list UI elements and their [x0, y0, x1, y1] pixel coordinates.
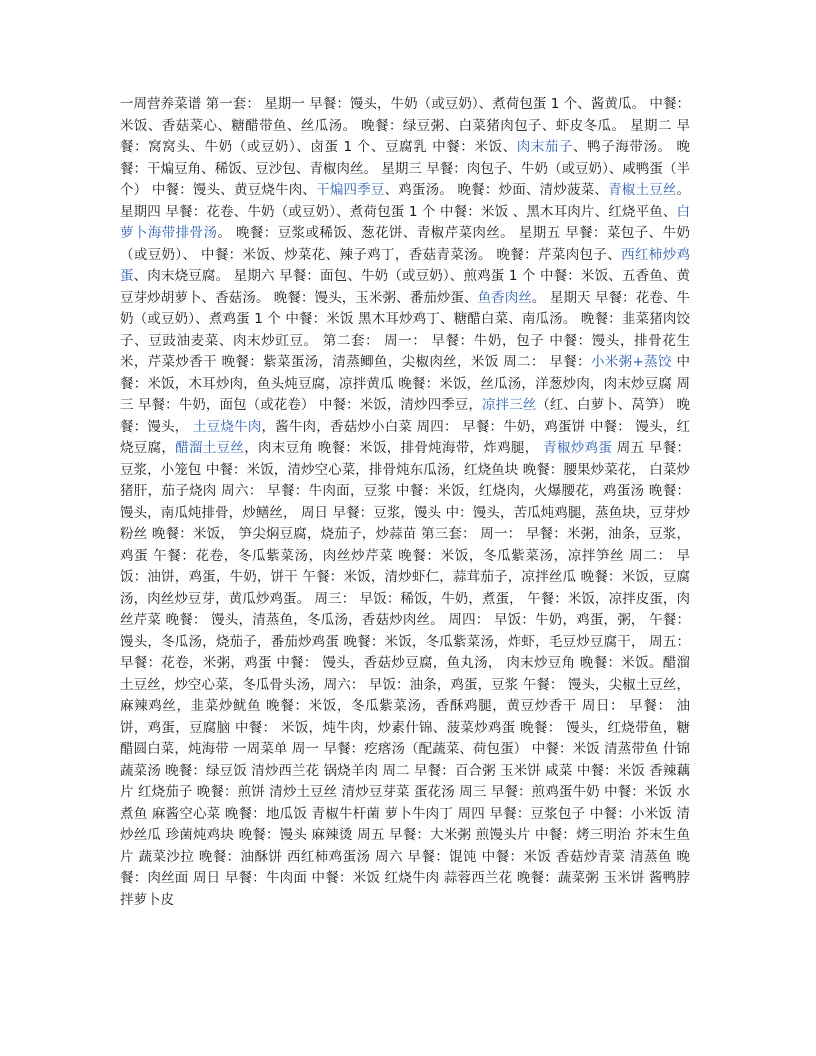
dish-link[interactable]: 肉末茄子 [516, 139, 574, 155]
dish-link[interactable]: 土豆烧牛肉 [192, 418, 262, 435]
dish-link[interactable]: 鱼香肉丝 [477, 289, 532, 306]
menu-paragraph [120, 94, 690, 911]
text-run: ，酱牛肉，香菇炒小白菜 周四： 早餐：牛奶，鸡蛋饼 中餐： 馒头，红烧豆腐， [120, 418, 691, 456]
text-run: 、鸡蛋汤。 晚餐：炒面、清炒菠菜、 [384, 182, 609, 198]
text-run: 一周营养菜谱 第一套： 星期一 早餐：馒头，牛奶（或豆奶）、煮荷包蛋 1 个、酱黄瓜。 中餐：米饭、香菇菜心、糖醋带鱼、丝瓜汤。 晚餐：绿豆粥、白菜猪肉包子、虾皮冬瓜。 星期二 早餐：窝窝头、牛奶（或豆奶）、卤蛋 1 个、豆腐乳 中餐：米饭、 [120, 96, 690, 155]
dish-link[interactable]: 青椒土豆丝 [608, 182, 677, 198]
dish-link[interactable]: 西红柿炒鸡蛋 [120, 246, 690, 284]
text-run: 、肉末烧豆腐。 星期六 早餐：面包、牛奶（或豆奶）、煎鸡蛋 1 个 中餐：米饭、五香鱼、黄豆芽炒胡萝卜、香菇汤。 晚餐：馒头，玉米粥、番茄炒蛋、 [120, 268, 691, 306]
dish-link[interactable]: 青椒炒鸡蛋 [543, 440, 613, 456]
dish-link[interactable]: 凉拌三丝 [481, 397, 537, 413]
text-run: 。 星期四 早餐：花卷、牛奶（或豆奶）、煮荷包蛋 1 个 中餐：米饭 、黑木耳肉片、红烧平鱼、 [120, 182, 691, 220]
text-run: ，肉末豆角 晚餐：米饭，排骨炖海带，炸鸡腿， [244, 440, 544, 456]
text-run: 。 晚餐：豆浆或稀饭、葱花饼、青椒芹菜肉丝。 星期五 早餐：菜包子、牛奶（或豆奶）、 中餐：米饭、炒菜花、辣子鸡丁，香菇青菜汤。 晚餐：芹菜肉包子、 [120, 225, 691, 263]
text-run: 中餐：米饭，木耳炒肉，鱼头炖豆腐，凉拌黄瓜 晚餐：米饭，丝瓜汤，洋葱炒肉，肉末炒豆腐 周三 早餐：牛奶，面包（或花卷） 中餐：米饭，清炒四季豆， [120, 354, 691, 413]
document-page [120, 94, 690, 911]
dish-link[interactable]: 小米粥+蒸饺 [590, 354, 672, 370]
dish-link[interactable]: 醋溜土豆丝 [175, 440, 245, 456]
dish-link[interactable]: 白萝卜海带排骨汤 [120, 203, 690, 241]
text-run: 、鸭子海带汤。 晚餐：干煸豆角、稀饭、豆沙包、青椒肉丝。 星期三 早餐：肉包子、牛奶（或豆奶）、咸鸭蛋（半个） 中餐：馒头、黄豆烧牛肉、 [120, 139, 691, 198]
text-run: 周五 早餐：豆浆，小笼包 中餐：米饭，清炒空心菜，排骨炖东瓜汤，红烧鱼块 晚餐：腰果炒菜花， 白菜炒猪肝，茄子烧肉 周六： 早餐：牛肉面，豆浆 中餐：米饭，红烧肉，火爆腰花，鸡蛋汤 晚餐：馒头，南瓜炖排骨，炒鳝丝， 周日 早餐：豆浆，馒头 中：馒头，苦瓜炖鸡腿，蒸鱼块，豆芽炒粉丝 晚餐：米饭， 笋尖焖豆腐，烧茄子，炒蒜苗 第三套： 周一： 早餐：米粥，油条，豆浆，鸡蛋 午餐：花卷，冬瓜紫菜汤，肉丝炒芹菜 晚餐：米饭，冬瓜紫菜汤，凉拌笋丝 周二： 早饭：油饼，鸡蛋，牛奶，饼干 午餐：米饭，清炒虾仁，蒜茸茄子，凉拌丝瓜 晚餐：米饭，豆腐汤，肉丝炒豆芽，黄瓜炒鸡蛋。 周三： 早饭：稀饭，牛奶，煮蛋， 午餐：米饭，凉拌皮蛋，肉丝芹菜 晚餐： 馒头，清蒸鱼，冬瓜汤，香菇炒肉丝。 周四： 早饭：牛奶，鸡蛋，粥， 午餐：馒头，冬瓜汤，烧茄子，番茄炒鸡蛋 晚餐：米饭，冬瓜紫菜汤，炸虾，毛豆炒豆腐干， 周五： 早餐：花卷，米粥，鸡蛋 中餐： 馒头，香菇炒豆腐，鱼丸汤， 肉末炒豆角 晚餐：米饭。醋溜土豆丝，炒空心菜，冬瓜骨头汤，周六： 早饭：油条，鸡蛋，豆浆 午餐： 馒头，尖椒土豆丝，麻辣鸡丝，韭菜炒鱿鱼 晚餐：米饭，冬瓜紫菜汤，香酥鸡腿，黄豆炒香干 周日： 早餐： 油饼，鸡蛋，豆腐脑 中餐： 米饭，炖牛肉，炒素什锦、菠菜炒鸡蛋 晚餐： 馒头，红烧带鱼，糖醋圆白菜，炖海带 一周菜单 周一 早餐：疙瘩汤（配蔬菜、荷包蛋） 中餐：米饭 清蒸带鱼 什锦蔬菜汤 晚餐：绿豆饭 清炒西兰花 锅烧羊肉 周二 早餐：百合粥 玉米饼 咸菜 中餐：米饭 香辣藕片 红烧茄子 晚餐：煎饼 清炒土豆丝 清炒豆芽菜 蛋花汤 周三 早餐：煎鸡蛋牛奶 中餐：米饭 水煮鱼 麻酱空心菜 晚餐：地瓜饭 青椒牛杆菌 萝卜牛肉丁 周四 早餐：豆浆包子 中餐：小米饭 清炒丝瓜 珍菌炖鸡块 晚餐：馒头 麻辣烫 周五 早餐：大米粥 煎馒头片 中餐：烤三明治 芥末生鱼片 蔬菜沙拉 晚餐：油酥饼 西红柿鸡蛋汤 周六 早餐：馄饨 中餐：米饭 香菇炒青菜 清蒸鱼 晚餐：肉丝面 周日 早餐：牛肉面 中餐：米饭 红烧牛肉 蒜蓉西兰花 晚餐：蔬菜粥 玉米饼 酱鸭脖 拌萝卜皮 [120, 440, 691, 908]
text-run: （红、白萝卜、莴笋） 晚餐：馒头， [120, 397, 690, 435]
dish-link[interactable]: 干煸四季豆 [316, 182, 385, 198]
text-run: 。 星期天 早餐：花卷、牛奶（或豆奶）、煮鸡蛋 1 个 中餐：米饭 黑木耳炒鸡丁、糖醋白菜、南瓜汤。 晚餐：韭菜猪肉饺子、豆豉油麦菜、肉末炒豇豆。 第二套： 周一： 早餐：牛奶，包子 中餐：馒头，排骨花生米，芹菜炒香干 晚餐：紫菜蛋汤，清蒸鲫鱼，尖椒肉丝，米饭 周二： 早餐： [120, 289, 690, 370]
